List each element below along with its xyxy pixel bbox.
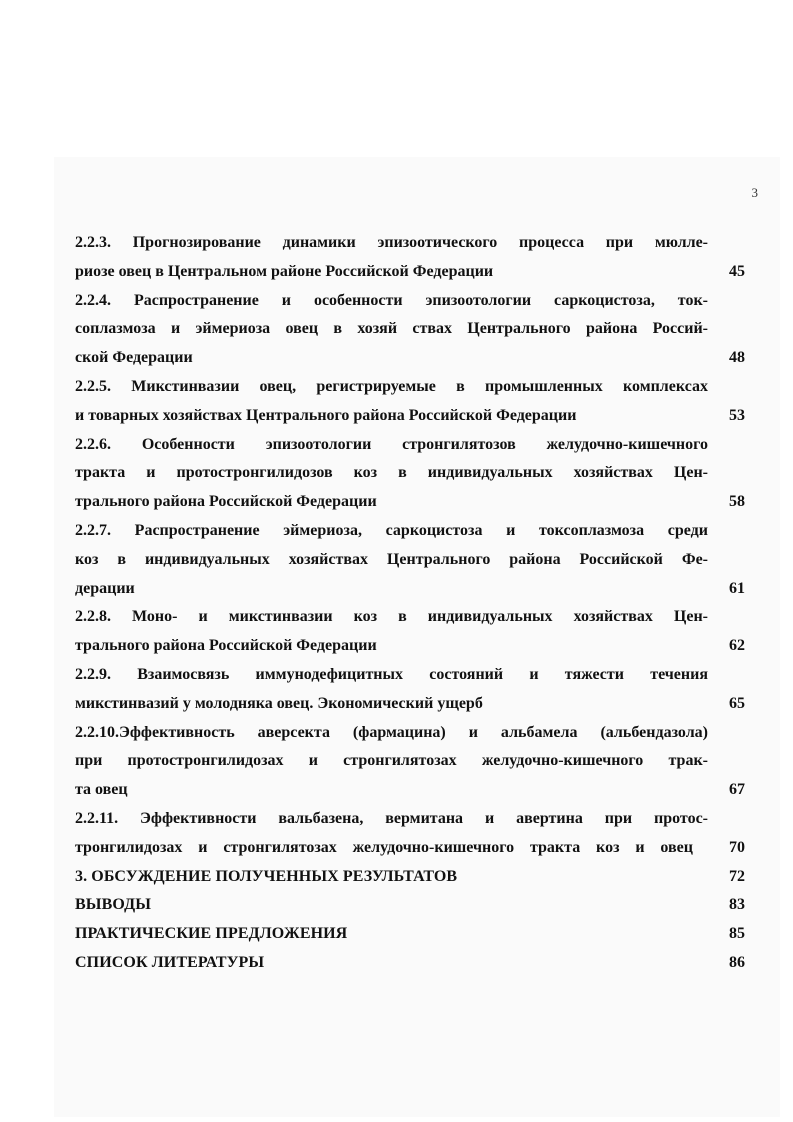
toc-entry-text-line: дерации [75,579,135,597]
toc-entry-text-line: риозе овец в Центральном районе Российской Федерации [75,262,494,280]
toc-entry-2-2-4[interactable] [75,287,745,373]
toc-entry-text-line: 2.2.9. Взаимосвязь иммунодефицитных состояний и тяжести течения [75,665,708,683]
toc-entry-page-number: 65 [729,694,745,712]
toc-entry-page-number: 48 [729,349,745,367]
toc-entry-text-line: 2.2.5. Микстинвазии овец, регистрируемые в промышленных комплексах [75,377,708,395]
toc-entry-page-number: 58 [729,493,745,511]
toc-entry-text-line: 2.2.8. Моно- и микстинвазии коз в индивидуальных хозяйствах Цен- [75,608,708,626]
toc-chapter-references[interactable] [75,949,745,978]
toc-entry-text-line: при протостронгилидозах и стронгилятозах желудочно-кишечного трак- [75,752,708,770]
toc-entry-2-2-6[interactable] [75,431,745,517]
toc-chapter-page-number: 83 [729,896,745,914]
toc-entry-text-line: соплазмоза и эймериоза овец в хозяй ствах Центрального района Россий- [75,320,708,338]
toc-chapter-title: ВЫВОДЫ [75,896,152,914]
toc-chapter-page-number: 85 [729,925,745,943]
toc-entry-2-2-10[interactable] [75,719,745,805]
toc-entry-text-line: 2.2.6. Особенности эпизоотологии стронгилятозов желудочно-кишечного [75,435,708,453]
toc-chapter-conclusions[interactable] [75,891,745,920]
toc-chapter-page-number: 86 [729,953,745,971]
toc-entry-text-line: 2.2.4. Распространение и особенности эпизоотологии саркоцистоза, ток- [75,291,708,309]
toc-entry-text-line: трального района Российской Федерации [75,637,377,655]
toc-entry-text-line: тронгилидозах и стронгилятозах желудочно-кишечного тракта коз и овец [75,838,693,856]
toc-entry-text-line: 2.2.3. Прогнозирование динамики эпизоотического процесса при мюлле- [75,234,708,251]
toc-chapter-title: СПИСОК ЛИТЕРАТУРЫ [75,953,265,971]
toc-chapter-title: 3. ОБСУЖДЕНИЕ ПОЛУЧЕННЫХ РЕЗУЛЬТАТОВ [75,867,458,885]
toc-entry-page-number: 45 [729,262,745,280]
toc-entry-text-line: ской Федерации [75,349,193,367]
toc-chapter-title: ПРАКТИЧЕСКИЕ ПРЕДЛОЖЕНИЯ [75,925,348,943]
toc-entry-text-line: 2.2.11. Эффективности вальбазена, вермитана и авертина при протос- [75,809,708,827]
toc-entry-text-line: микстинвазий у молодняка овец. Экономический ущерб [75,694,483,712]
toc-entry-page-number: 62 [729,637,745,655]
toc-entry-text-line: коз в индивидуальных хозяйствах Центрального района Российской Фе- [75,550,708,568]
toc-entry-2-2-8[interactable] [75,603,745,661]
toc-entry-2-2-3[interactable] [75,229,745,287]
toc-entry-2-2-7[interactable] [75,517,745,603]
toc-entry-page-number: 61 [729,579,745,597]
table-of-contents [75,229,745,978]
toc-entry-2-2-9[interactable] [75,661,745,719]
toc-entry-page-number: 53 [729,406,745,424]
toc-entry-text-line: трального района Российской Федерации [75,493,377,511]
toc-chapter-practical-suggestions[interactable] [75,920,745,949]
toc-entry-text-line: тракта и протостронгилидозов коз в индивидуальных хозяйствах Цен- [75,464,708,482]
toc-entry-page-number: 70 [729,838,745,856]
toc-chapter-discussion[interactable] [75,863,745,892]
toc-entry-2-2-11[interactable] [75,805,745,863]
toc-chapter-page-number: 72 [729,867,745,885]
toc-entry-text-line: и товарных хозяйствах Центрального района Российской Федерации [75,406,577,424]
toc-entry-text-line: 2.2.7. Распространение эймериоза, саркоцистоза и токсоплазмоза среди [75,521,708,539]
toc-entry-2-2-5[interactable] [75,373,745,431]
toc-entry-page-number: 67 [729,781,745,799]
page-number: 3 [751,185,758,200]
toc-entry-text-line: та овец [75,781,128,799]
toc-entry-text-line: 2.2.10.Эффективность аверсекта (фармацина) и альбамела (альбендазола) [75,723,708,741]
